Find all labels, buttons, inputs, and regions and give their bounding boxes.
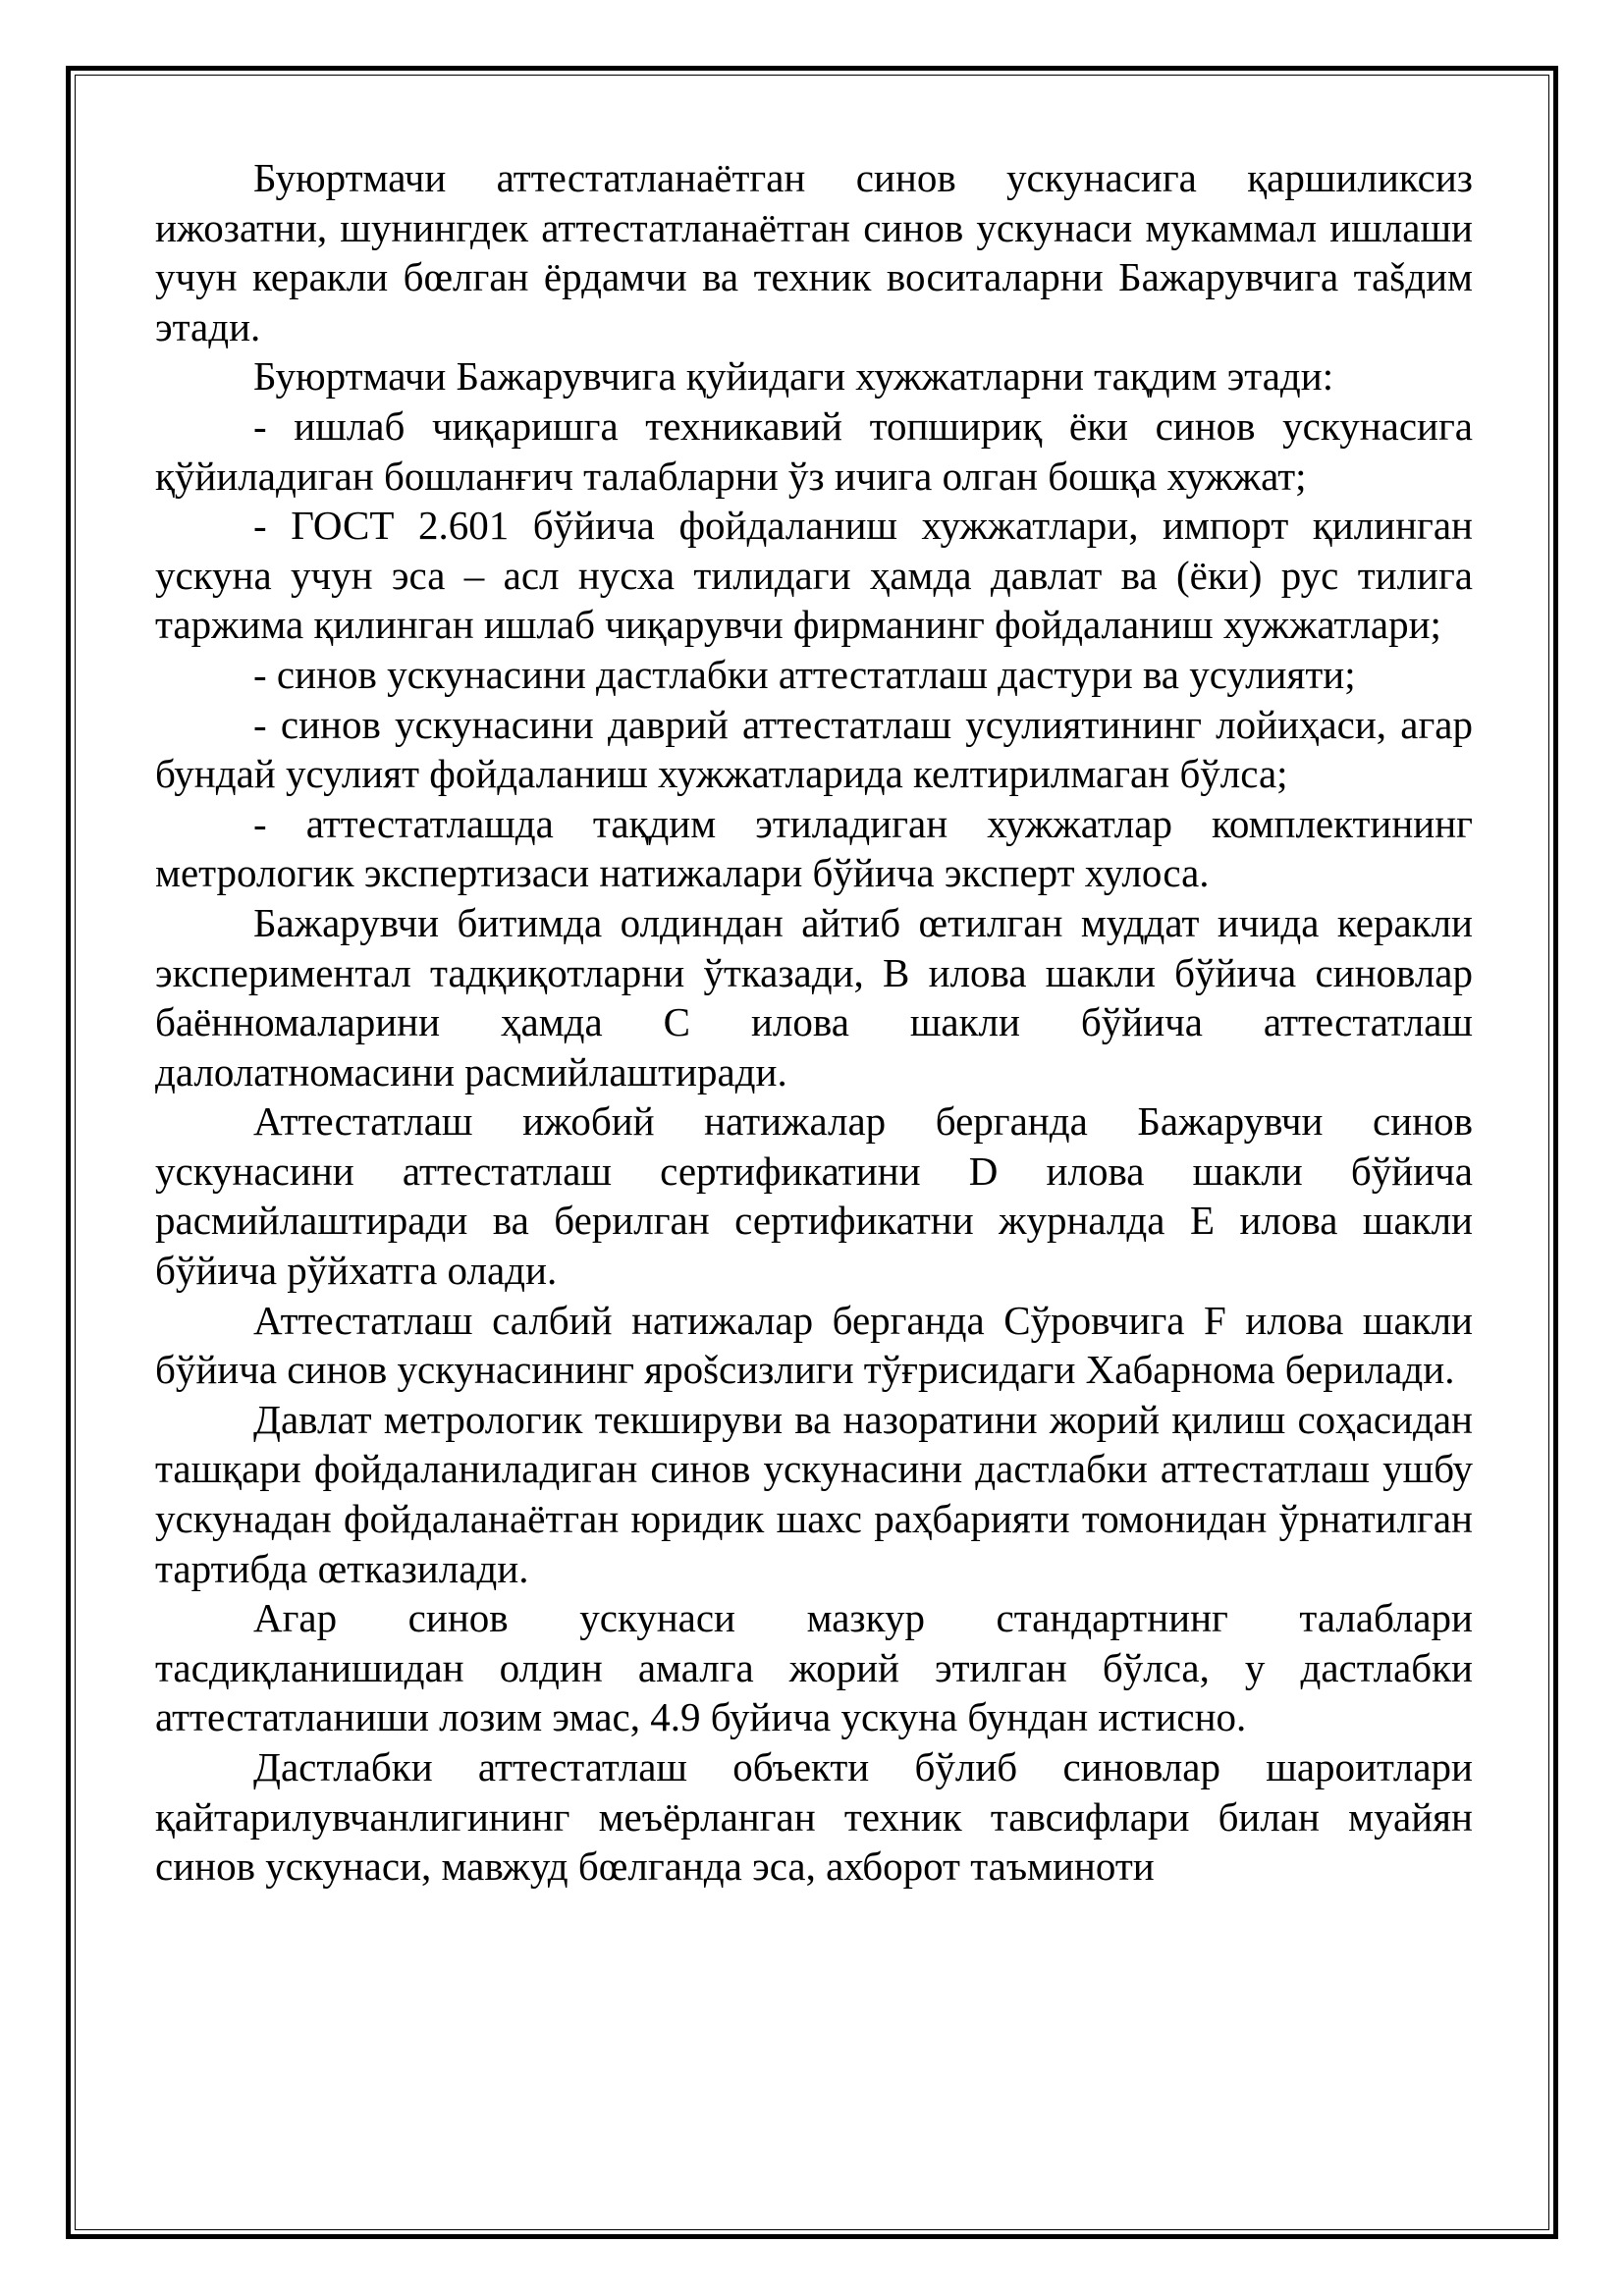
paragraph-1: Буюртмачи аттестатланаётган синов ускунасига қаршиликсиз ижозатни, шунингдек аттестатланаётган синов ускунаси мукаммал ишлаши учун керакли бœлган ёрдамчи ва техник воситаларни Бажарувчига таšдим этади. xyxy=(155,155,1473,349)
paragraph-3: Бажарувчи битимда олдиндан айтиб œтилган муддат ичида керакли экспериментал тадқиқотларни ўтказади, В илова шакли бўйича синовлар баённомаларини ҳамда С илова шакли бўйича аттестатлаш далолатномасини расмийлаштиради. xyxy=(155,899,1473,1095)
paragraph-2: Буюртмачи Бажарувчига қуйидаги хужжатларни тақдим этади: xyxy=(253,353,1334,400)
paragraph-5: Аттестатлаш салбий натижалар берганда Сўровчига F илова шакли бўйича синов ускунасининг ярošсизлиги тўғрисидаги Хабарнома берилади. xyxy=(155,1297,1473,1393)
paragraph-4: Аттестатлаш ижобий натижалар берганда Бажарувчи синов ускунасини аттестатлаш сертификатини D илова шакли бўйича расмийлаштиради ва берилган сертификатни журналда Е илова шакли бўйича рўйхатга олади. xyxy=(155,1098,1473,1294)
list-item-5: - аттестатлашда тақдим этиладиган хужжатлар комплектининг метрологик экспертизаси натижалари бўйича эксперт хулоса. xyxy=(155,800,1473,896)
list-item-4: - синов ускунасини даврий аттестатлаш усулиятининг лойиҳаси, агар бундай усулият фойдаланиш хужжатларида келтирилмаган бўлса; xyxy=(155,701,1473,797)
paragraph-7: Агар синов ускунаси мазкур стандартнинг талаблари тасдиқланишидан олдин амалга жорий этилган бўлса, у дастлабки аттестатланиши лозим эмас, 4.9 буйича ускуна бундан истисно. xyxy=(155,1595,1473,1740)
document-body xyxy=(155,153,1473,1892)
paragraph-6: Давлат метрологик текшируви ва назоратини жорий қилиш соҳасидан ташқари фойдаланиладиган синов ускунасини дастлабки аттестатлаш ушбу ускунадан фойдаланаётган юридик шахс раҳбарияти томонидан ўрнатилган тартибда œтказилади. xyxy=(155,1396,1473,1591)
list-item-3: - синов ускунасини дастлабки аттестатлаш дастури ва усулияти; xyxy=(253,651,1356,697)
paragraph-8: Дастлабки аттестатлаш объекти бўлиб синовлар шароитлари қайтарилувчанлигининг меъёрланган техник тавсифлари билан муайян синов ускунаси, мавжуд бœлганда эса, ахборот таъминоти xyxy=(155,1744,1473,1890)
list-item-1: - ишлаб чиқаришга техникавий топшириқ ёки синов ускунасига қўйиладиган бошланғич талабларни ўз ичига олган бошқа хужжат; xyxy=(155,402,1473,499)
list-item-2: - ГОСТ 2.601 бўйича фойдаланиш хужжатлари, импорт қилинган ускуна учун эса – асл нусха тилидаги ҳамда давлат ва (ёки) рус тилига таржима қилинган ишлаб чиқарувчи фирманинг фойдаланиш хужжатлари; xyxy=(155,503,1473,648)
